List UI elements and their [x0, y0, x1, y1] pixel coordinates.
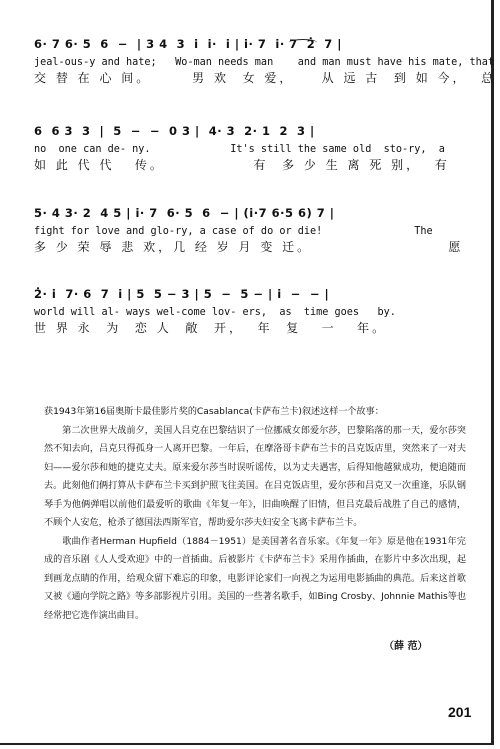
composer-paragraph: 歌曲作者Herman Hupfield（1884－1951）是美国著名音乐家。《年复一年》原是他在1931年完成的音乐剧《人人受欢迎》中的一首插曲。后被影片《卡萨布兰卡》采用作插曲，在影片中多次出现，起到画龙点睛的作用，给观众留下难忘的印象，电影评论家们一向视之为运用电影插曲的典范。后来这首歌又被《通向学院之路》等多部影视片引用。美国的一些著名歌手，如Bing Crosby、Johnnie Mathis等也经常把它选作演出曲目。: [44, 536, 466, 621]
page-number: 201: [448, 704, 472, 720]
chinese-lyrics: 世 界 永 为 恋 人 敞 开， 年 复 一 年。: [34, 321, 388, 335]
score-system-4: [34, 286, 464, 336]
story-paragraph: 第二次世界大战前夕，美国人吕克在巴黎结识了一位挪威女郎爱尔莎，巴黎陷落的那一天，爱尔莎突然不知去向，吕克只得孤身一人离开巴黎。一年后，在摩洛哥卡萨布兰卡的吕克饭店里，突然来了一对夫妇——爱尔莎和她的捷克丈夫。原来爱尔莎当时误听谣传，以为丈夫遇害，后得知他越狱成功，便追随而去。此刻他们俩打算从卡萨布兰卡买到护照飞往美国。在吕克饭店里，爱尔莎和吕克又一次重逢，乐队钢琴手为他俩弹唱以前他们最爱听的歌曲《年复一年》，旧曲唤醒了旧情，但吕克最后战胜了自己的感情，不顾个人安危，枪杀了德国法西斯军官，帮助爱尔莎夫妇安全飞离卡萨布兰卡。: [44, 425, 466, 528]
commentary: [44, 403, 466, 625]
notation-line: 2̇· i 7· 6 7 i | 5 5 − 3 | 5 − 5 − | i − − |: [34, 287, 330, 301]
chinese-lyrics: 交 替 在 心 间。 男 欢 女 爱， 从 远 古 到 如 今， 总: [34, 71, 497, 85]
english-lyrics: fight for love and glo-ry, a case of do or die! The: [34, 226, 433, 237]
score-system-3: [34, 205, 464, 255]
english-lyrics: no one can de- ny. It's still the same old sto-ry, a: [34, 144, 445, 155]
notation-line: 6 6 3 3 | 5 − − 0 3 | 4· 3 2· 1 2 3 |: [34, 124, 315, 138]
chinese-lyrics: 多 少 荣 辱 悲 欢，几 经 岁 月 变 迁。 愿: [34, 240, 464, 254]
chinese-lyrics: 如 此 代 代 传。 有 多 少 生 离 死 别， 有: [34, 158, 450, 172]
score-system-2: [34, 123, 464, 173]
english-lyrics: world will al- ways wel-come lov- ers, as time goes by.: [34, 307, 396, 318]
intro-paragraph: 获1943年第16届奥斯卡最佳影片奖的Casablanca(卡萨布兰卡)叙述这样一个故事：: [44, 407, 384, 417]
notation-line: 5· 4 3· 2 4 5 | i· 7 6· 5 6 − | (i·7 6·5 6) 7 |: [34, 206, 335, 220]
score-system-1: [34, 36, 497, 86]
tie-mark: [289, 39, 317, 46]
english-lyrics: jeal-ous-y and hate; Wo-man needs man and man must have his mate, that: [34, 57, 495, 68]
author-signature: （薛 范）: [384, 641, 428, 652]
notation-line: 6· 7 6· 5 6 − | 3 4 3 i i· i | i· 7 i· 7 2̇ 7 |: [34, 37, 342, 51]
